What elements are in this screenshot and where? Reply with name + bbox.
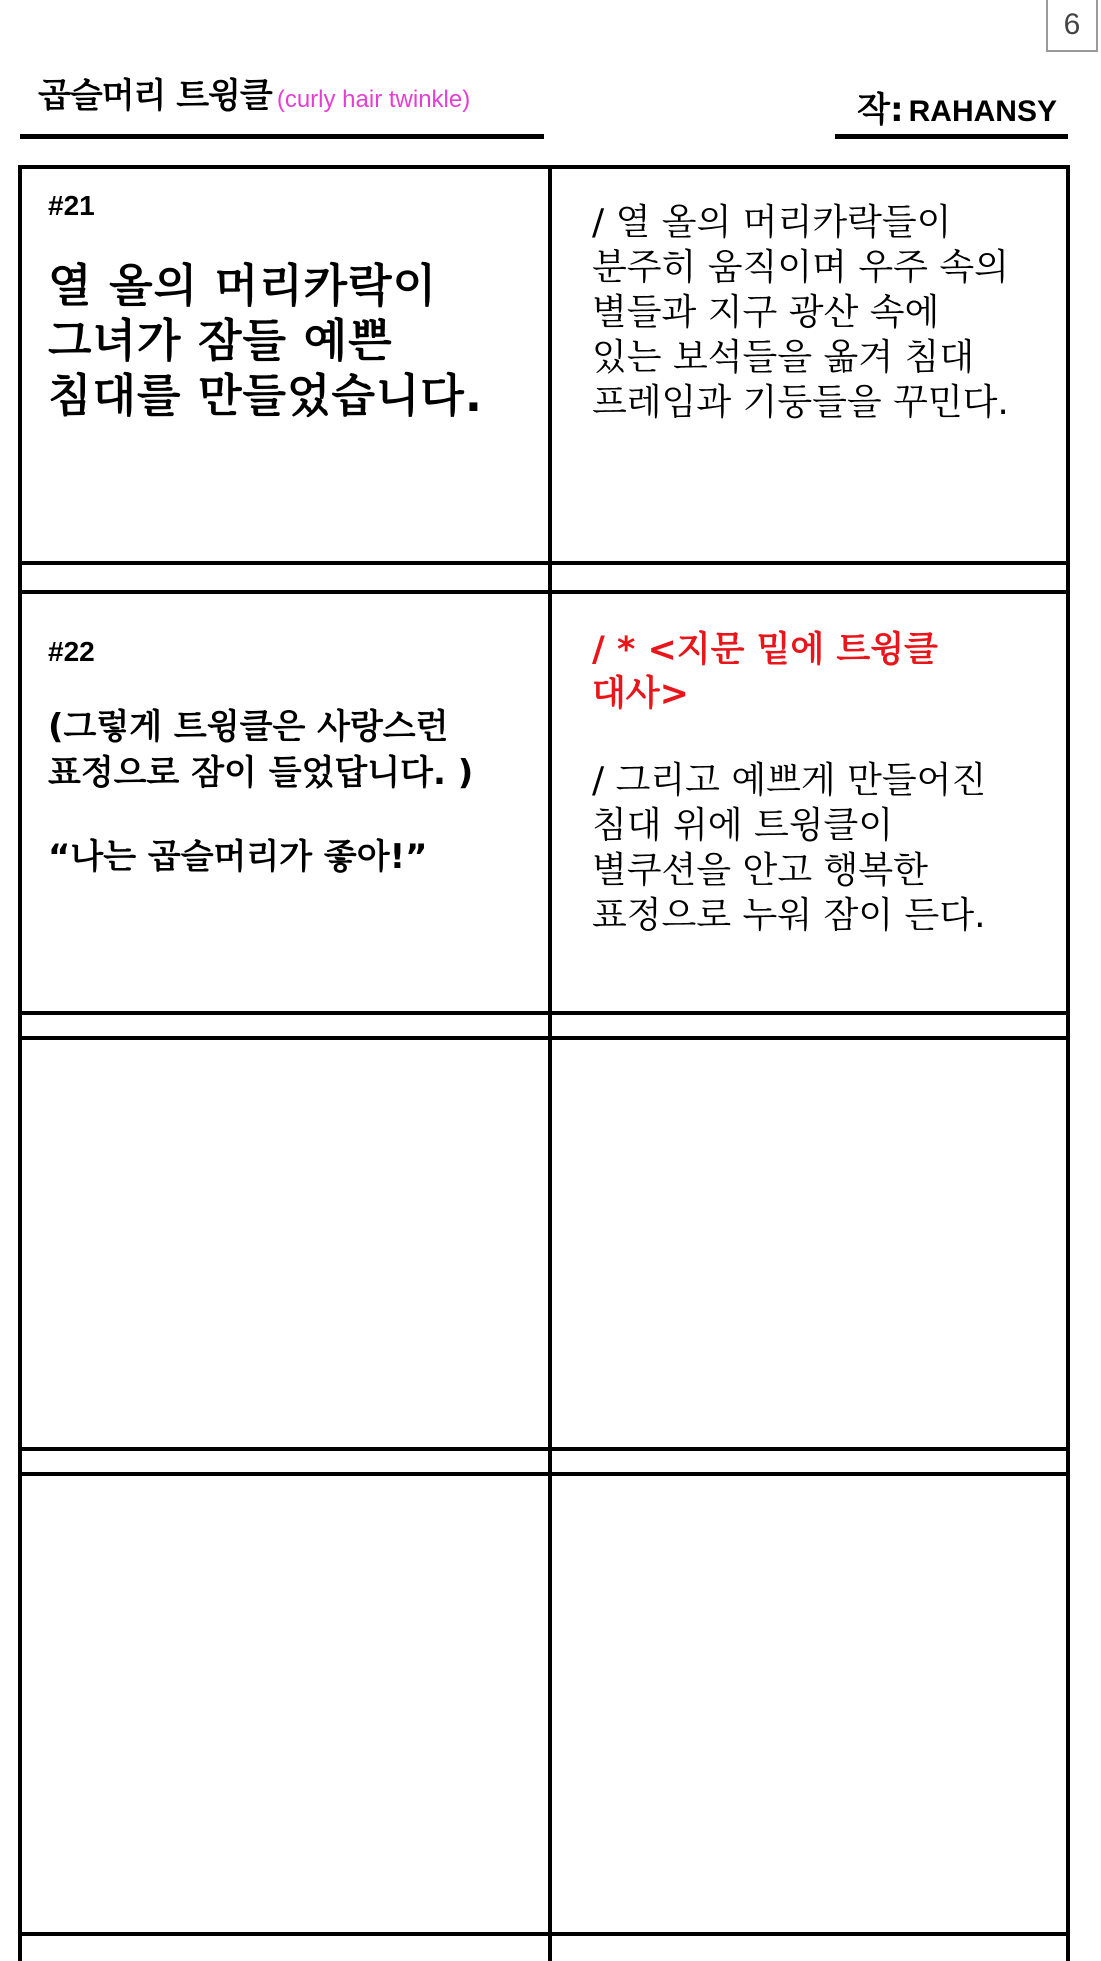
title-english: (curly hair twinkle)	[276, 86, 471, 113]
scene-21-left-cell	[48, 190, 538, 423]
author-underline	[835, 134, 1068, 139]
grid-line	[18, 165, 1070, 169]
title-underline	[20, 134, 544, 139]
note-line: / * <지문 밑에 트윙클	[592, 630, 938, 670]
narration-line: 표정으로 잠이 들었답니다. )	[48, 753, 474, 793]
scene-narration	[48, 258, 538, 423]
description-line: 별쿠션을 안고 행복한	[592, 850, 928, 891]
description-line: 표정으로 누워 잠이 든다.	[592, 895, 986, 936]
grid-line	[18, 561, 1070, 565]
grid-line	[18, 1011, 1070, 1015]
grid-line	[18, 1447, 1070, 1451]
description-line: 분주히 움직이며 우주 속의	[592, 247, 1009, 288]
scene-number: #21	[48, 190, 95, 221]
title-korean: 곱슬머리 트윙클	[38, 76, 272, 116]
author-credit	[857, 82, 1057, 131]
narration-line: 침대를 만들었습니다.	[48, 369, 483, 422]
empty-left-cell	[22, 1040, 548, 1447]
empty-right-cell	[552, 1476, 1066, 1932]
description-line: / 그리고 예쁘게 만들어진	[592, 760, 987, 801]
description-line: 있는 보석들을 옮겨 침대	[592, 337, 975, 378]
empty-right-cell	[552, 1040, 1066, 1447]
page-number: 6	[1046, 0, 1098, 52]
narration-line: 그녀가 잠들 예쁜	[48, 314, 393, 367]
description-line: 침대 위에 트윙클이	[592, 805, 894, 846]
grid-line	[18, 590, 1070, 594]
empty-left-cell	[22, 1476, 548, 1932]
description-line: 프레임과 기둥들을 꾸민다.	[592, 382, 1009, 423]
author-label: 작:	[857, 90, 904, 130]
scene-number: #22	[48, 636, 95, 667]
scene-22-left-cell	[48, 636, 543, 880]
narration-line: (그렇게 트윙클은 사랑스런	[48, 707, 449, 747]
description-line: 별들과 지구 광산 속에	[592, 292, 940, 333]
scene-21-right-cell	[592, 200, 1062, 425]
scene-description	[592, 758, 1062, 938]
narration-line: 열 올의 머리카락이	[48, 259, 438, 312]
description-line: / 열 올의 머리카락들이	[592, 202, 952, 243]
scene-narration	[48, 704, 543, 796]
grid-line	[18, 1932, 1070, 1936]
dialogue-quote: “나는 곱슬머리가 좋아!”	[48, 837, 428, 877]
direction-note	[592, 628, 1062, 716]
note-line: 대사>	[592, 674, 689, 714]
author-name: RAHANSY	[908, 95, 1057, 128]
scene-22-right-cell	[592, 628, 1062, 938]
document-title	[38, 68, 470, 117]
grid-line	[1066, 165, 1070, 1961]
